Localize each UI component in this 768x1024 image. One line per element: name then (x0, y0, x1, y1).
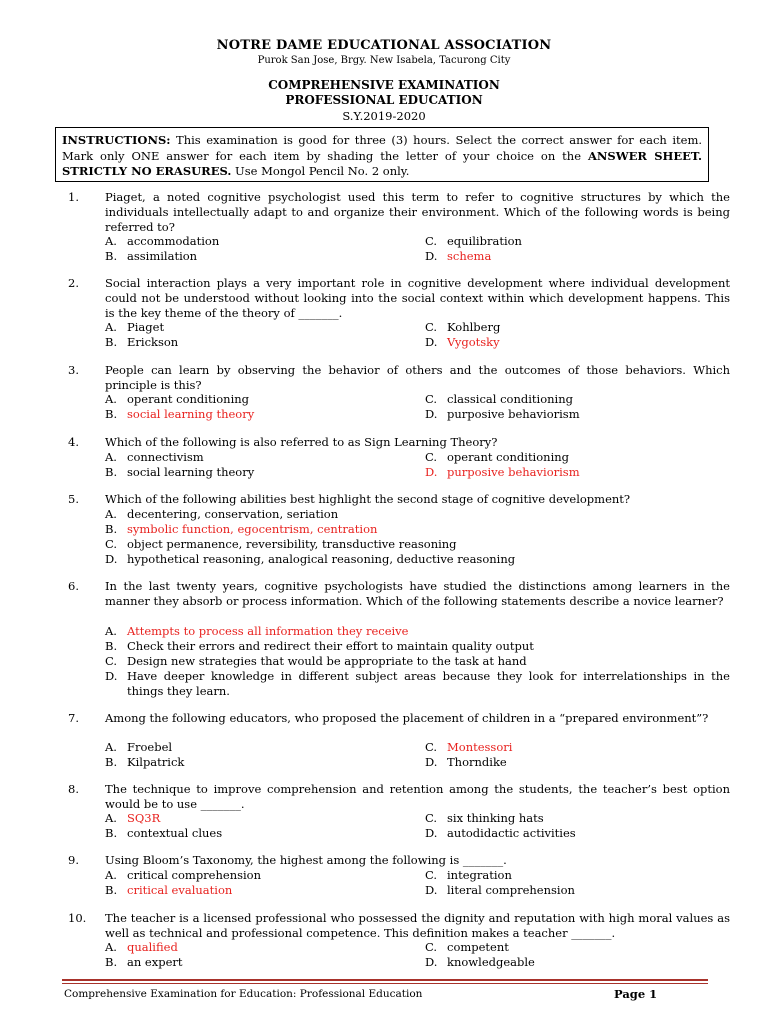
option-letter: B. (105, 955, 118, 969)
option-a[interactable] (105, 507, 338, 522)
question-number: 10. (68, 911, 87, 925)
instructions-emphasis: ANSWER SHEET. STRICTLY NO ERASURES. (62, 148, 702, 178)
option-letter: D. (425, 755, 438, 769)
option-text-answer: purposive behaviorism (447, 465, 580, 479)
instructions-label: INSTRUCTIONS: (62, 133, 171, 147)
option-text: Erickson (127, 335, 179, 349)
option-text: Thorndike (447, 755, 507, 769)
option-letter: C. (425, 392, 438, 406)
option-text: Froebel (127, 740, 173, 754)
option-text-answer: SQ3R (127, 811, 161, 825)
option-letter: B. (105, 335, 118, 349)
option-letter: C. (425, 868, 438, 882)
option-letter: D. (105, 669, 118, 683)
option-text: social learning theory (127, 465, 255, 479)
option-letter: C. (105, 537, 118, 551)
option-b[interactable] (105, 465, 254, 480)
option-text: autodidactic activities (447, 826, 576, 840)
option-letter: B. (105, 883, 118, 897)
option-letter: C. (425, 740, 438, 754)
option-text: literal comprehension (447, 883, 575, 897)
exam-title: COMPREHENSIVE EXAMINATION (268, 78, 500, 92)
option-letter: D. (425, 883, 438, 897)
option-text-answer: schema (447, 249, 492, 263)
option-letter: A. (105, 507, 117, 521)
question-number: 4. (68, 435, 79, 449)
option-d[interactable] (105, 552, 515, 567)
option-letter: C. (425, 234, 438, 248)
option-text: equilibration (447, 234, 522, 248)
option-c[interactable] (425, 234, 522, 249)
instructions-text-end: Use Mongol Pencil No. 2 only. (231, 164, 410, 178)
option-c[interactable] (425, 940, 509, 955)
instructions-box (55, 127, 709, 182)
option-text: classical conditioning (447, 392, 573, 406)
option-text-answer: critical evaluation (127, 883, 233, 897)
option-text: Design new strategies that would be appropriate to the task at hand (127, 654, 527, 668)
option-d[interactable] (425, 826, 576, 841)
option-text-answer: Montessori (447, 740, 513, 754)
option-text: six thinking hats (447, 811, 544, 825)
option-text: Piaget (127, 320, 165, 334)
option-letter: C. (425, 940, 438, 954)
question-number: 1. (68, 190, 79, 204)
option-letter: C. (425, 811, 438, 825)
question-text: Piaget, a noted cognitive psychologist used this term to refer to cognitive structures by which the individuals intellectually adapt to and organize their environment. Which of the following words is being referred to? (105, 190, 730, 234)
question-text: Social interaction plays a very important role in cognitive development where individual development could not be understood without looking into the social context within which development happens. This is the key theme of the theory of _______. (105, 276, 730, 320)
question-number: 5. (68, 492, 79, 506)
question-number: 2. (68, 276, 79, 290)
organization-name: NOTRE DAME EDUCATIONAL ASSOCIATION (216, 38, 552, 53)
option-letter: A. (105, 450, 117, 464)
option-text-answer: Vygotsky (447, 335, 500, 349)
option-c[interactable] (425, 392, 573, 407)
option-a[interactable] (105, 234, 219, 249)
option-letter: D. (105, 552, 118, 566)
option-a-correct[interactable] (105, 624, 408, 639)
option-letter: B. (105, 522, 118, 536)
footer-title: Comprehensive Examination for Education: Professional Education (64, 988, 423, 1000)
option-a[interactable] (105, 450, 204, 465)
option-b[interactable] (105, 826, 222, 841)
option-letter: D. (425, 826, 438, 840)
option-c[interactable] (105, 537, 457, 552)
option-letter: D. (425, 465, 438, 479)
option-text: operant conditioning (447, 450, 570, 464)
option-text: critical comprehension (127, 868, 262, 882)
option-letter: A. (105, 740, 117, 754)
option-letter: A. (105, 234, 117, 248)
question-text: People can learn by observing the behavior of others and the outcomes of those behaviors. Which principle is this? (105, 363, 730, 392)
option-letter: C. (425, 320, 438, 334)
option-text: hypothetical reasoning, analogical reasoning, deductive reasoning (127, 552, 516, 566)
option-letter: D. (425, 955, 438, 969)
option-letter: A. (105, 624, 117, 638)
option-d[interactable] (425, 755, 507, 770)
question-number: 7. (68, 711, 79, 725)
option-b[interactable] (105, 335, 178, 350)
exam-subject: PROFESSIONAL EDUCATION (285, 93, 483, 107)
question-text: Using Bloom’s Taxonomy, the highest among the following is _______. (105, 853, 507, 867)
option-text: Check their errors and redirect their effort to maintain quality output (127, 639, 534, 653)
option-a[interactable] (105, 740, 172, 755)
option-d[interactable] (425, 407, 580, 422)
organization-address: Purok San Jose, Brgy. New Isabela, Tacurong City (257, 55, 511, 66)
question-number: 9. (68, 853, 79, 867)
question-text: Which of the following abilities best highlight the second stage of cognitive development? (105, 492, 631, 506)
option-letter: A. (105, 392, 117, 406)
option-letter: D. (425, 335, 438, 349)
footer-rule-thin (62, 983, 708, 984)
option-b[interactable] (105, 249, 197, 264)
question-text: The technique to improve comprehension and retention among the students, the teacher’s best option would be to use _______. (105, 782, 730, 811)
option-text: assimilation (127, 249, 198, 263)
option-letter: B. (105, 465, 118, 479)
question-number: 6. (68, 579, 79, 593)
option-letter: A. (105, 868, 117, 882)
option-a-correct[interactable] (105, 811, 160, 826)
option-text-answer: social learning theory (127, 407, 255, 421)
option-text-answer: symbolic function, egocentrism, centration (127, 522, 378, 536)
option-a-correct[interactable] (105, 940, 178, 955)
option-text: Kilpatrick (127, 755, 185, 769)
option-a[interactable] (105, 392, 249, 407)
option-text-answer: qualified (127, 940, 178, 954)
option-text-answer: Attempts to process all information they receive (127, 624, 409, 638)
option-letter: A. (105, 320, 117, 334)
option-text: Have deeper knowledge in different subject areas because they look for interrelationships in the things they learn. (127, 669, 730, 698)
option-b[interactable] (105, 755, 184, 770)
option-letter: B. (105, 755, 118, 769)
option-b-correct[interactable] (105, 407, 254, 422)
option-d-correct[interactable] (425, 335, 500, 350)
option-letter: B. (105, 249, 118, 263)
footer-rule (62, 979, 708, 981)
option-letter: D. (425, 249, 438, 263)
option-letter: A. (105, 811, 117, 825)
option-text: operant conditioning (127, 392, 250, 406)
option-d-correct[interactable] (425, 249, 491, 264)
option-b-correct[interactable] (105, 522, 377, 537)
option-b[interactable] (105, 639, 534, 654)
page-number: Page 1 (614, 987, 658, 1001)
option-c[interactable] (425, 811, 544, 826)
option-b-correct[interactable] (105, 883, 232, 898)
instructions-text: This examination is good for three (3) hours. Select the correct answer for each item. Mark only ONE answer for each item by shading the letter of your choice on the (62, 133, 702, 163)
question-text: In the last twenty years, cognitive psychologists have studied the distinctions among learners in the manner they absorb or process information. Which of the following statements describe a novice learner? (105, 579, 730, 608)
option-d[interactable] (105, 669, 730, 699)
option-text: knowledgeable (447, 955, 535, 969)
option-text: contextual clues (127, 826, 223, 840)
option-b[interactable] (105, 955, 183, 970)
option-letter: C. (105, 654, 118, 668)
option-letter: B. (105, 826, 118, 840)
option-c[interactable] (425, 868, 512, 883)
option-letter: B. (105, 639, 118, 653)
option-d[interactable] (425, 955, 535, 970)
option-text: competent (447, 940, 509, 954)
question-text: Among the following educators, who proposed the placement of children in a “prepared environment”? (105, 711, 709, 725)
option-text: Kohlberg (447, 320, 501, 334)
question-number: 3. (68, 363, 79, 377)
option-text: purposive behaviorism (447, 407, 580, 421)
option-text: an expert (127, 955, 183, 969)
option-text: accommodation (127, 234, 220, 248)
option-text: object permanence, reversibility, transductive reasoning (127, 537, 457, 551)
option-letter: A. (105, 940, 117, 954)
option-c[interactable] (425, 320, 500, 335)
question-text: Which of the following is also referred to as Sign Learning Theory? (105, 435, 498, 449)
option-d[interactable] (425, 883, 575, 898)
option-d-correct[interactable] (425, 465, 580, 480)
option-text: integration (447, 868, 512, 882)
option-letter: C. (425, 450, 438, 464)
school-year: S.Y.2019-2020 (342, 109, 426, 123)
question-text: The teacher is a licensed professional who possessed the dignity and reputation with high moral values as well as technical and professional competence. This definition makes a teacher _______. (105, 911, 730, 940)
option-c-correct[interactable] (425, 740, 512, 755)
question-number: 8. (68, 782, 79, 796)
option-text: decentering, conservation, seriation (127, 507, 339, 521)
option-text: connectivism (127, 450, 204, 464)
option-c[interactable] (425, 450, 569, 465)
option-letter: B. (105, 407, 118, 421)
option-c[interactable] (105, 654, 527, 669)
option-a[interactable] (105, 868, 261, 883)
option-letter: D. (425, 407, 438, 421)
option-a[interactable] (105, 320, 164, 335)
